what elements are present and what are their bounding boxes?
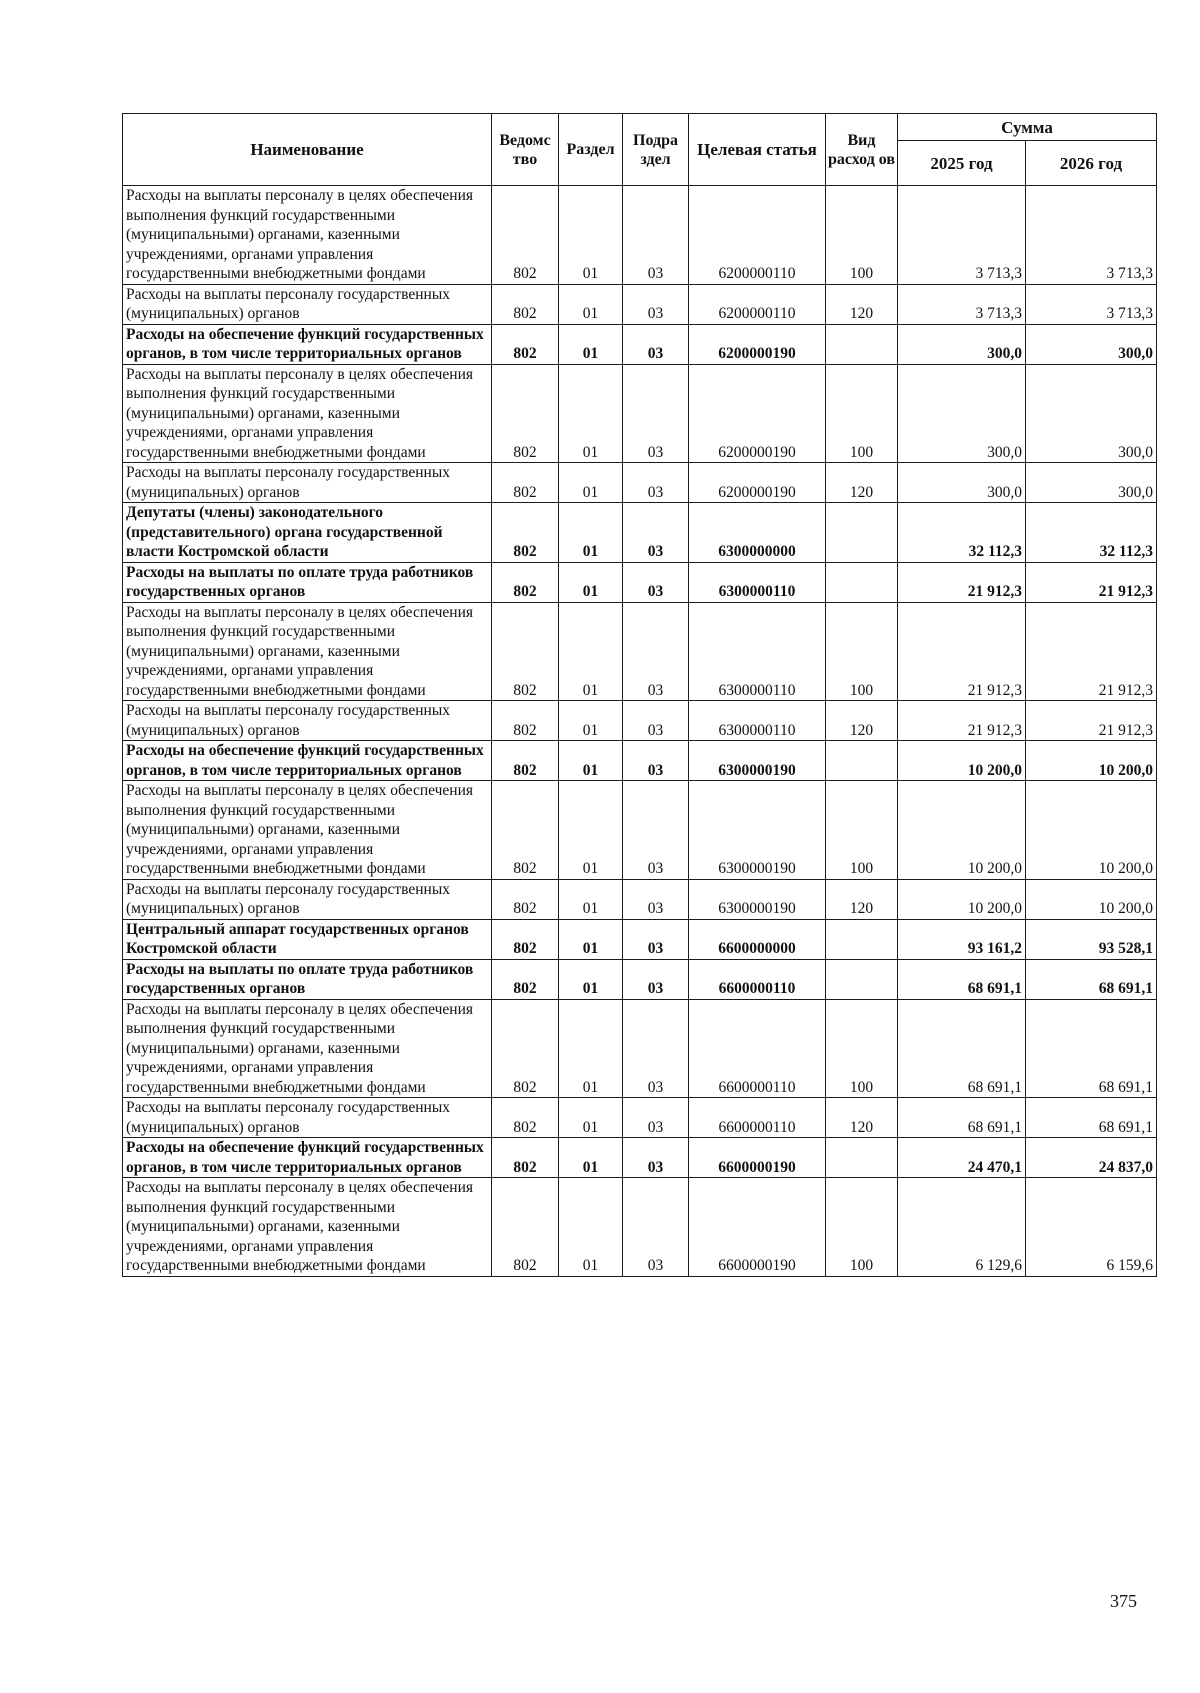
- row-2026-cell: 68 691,1: [1026, 1098, 1157, 1138]
- row-subsection-cell: 03: [623, 503, 689, 563]
- table-header: [123, 114, 1157, 186]
- row-dept-cell: 802: [492, 186, 559, 285]
- row-name-cell: Расходы на выплаты персоналу в целях обеспечения выполнения функций государственными (муниципальными) органами, казенными учреждениями, органами управления государственными внебюджетными фондами: [123, 364, 492, 463]
- row-kind-cell: 120: [826, 879, 898, 919]
- header-sum: Сумма: [898, 114, 1157, 141]
- table-row: [123, 364, 1157, 463]
- row-2025-cell: 300,0: [898, 364, 1026, 463]
- row-section-cell: 01: [559, 919, 623, 959]
- header-year-2026: 2026 год: [1026, 141, 1157, 186]
- row-subsection-cell: 03: [623, 781, 689, 880]
- row-2026-cell: 300,0: [1026, 324, 1157, 364]
- row-kind-cell: [826, 562, 898, 602]
- row-target-cell: 6200000110: [689, 284, 826, 324]
- table-row: [123, 562, 1157, 602]
- row-section-cell: 01: [559, 562, 623, 602]
- row-kind-cell: 100: [826, 1178, 898, 1277]
- row-2025-cell: 3 713,3: [898, 284, 1026, 324]
- row-subsection-cell: 03: [623, 1178, 689, 1277]
- row-2026-cell: 32 112,3: [1026, 503, 1157, 563]
- row-kind-cell: 100: [826, 364, 898, 463]
- row-target-cell: 6200000190: [689, 364, 826, 463]
- row-2026-cell: 10 200,0: [1026, 879, 1157, 919]
- header-kind: Вид расход ов: [826, 114, 898, 186]
- row-kind-cell: 100: [826, 602, 898, 701]
- row-target-cell: 6600000110: [689, 959, 826, 999]
- row-section-cell: 01: [559, 879, 623, 919]
- row-2025-cell: 10 200,0: [898, 741, 1026, 781]
- header-section: Раздел: [559, 114, 623, 186]
- row-section-cell: 01: [559, 324, 623, 364]
- row-2025-cell: 3 713,3: [898, 186, 1026, 285]
- row-name-cell: Расходы на обеспечение функций государственных органов, в том числе территориальных органов: [123, 324, 492, 364]
- row-subsection-cell: 03: [623, 879, 689, 919]
- table-row: [123, 879, 1157, 919]
- row-subsection-cell: 03: [623, 284, 689, 324]
- row-section-cell: 01: [559, 186, 623, 285]
- row-2025-cell: 32 112,3: [898, 503, 1026, 563]
- row-name-cell: Расходы на выплаты персоналу государственных (муниципальных) органов: [123, 463, 492, 503]
- row-subsection-cell: 03: [623, 701, 689, 741]
- row-dept-cell: 802: [492, 919, 559, 959]
- row-name-cell: Расходы на выплаты персоналу государственных (муниципальных) органов: [123, 879, 492, 919]
- row-2025-cell: 21 912,3: [898, 602, 1026, 701]
- row-2026-cell: 21 912,3: [1026, 562, 1157, 602]
- row-dept-cell: 802: [492, 959, 559, 999]
- table-row: [123, 602, 1157, 701]
- row-name-cell: Расходы на выплаты персоналу государственных (муниципальных) органов: [123, 701, 492, 741]
- row-dept-cell: 802: [492, 562, 559, 602]
- row-dept-cell: 802: [492, 1098, 559, 1138]
- table-body: [123, 186, 1157, 1277]
- row-2025-cell: 93 161,2: [898, 919, 1026, 959]
- row-name-cell: Расходы на выплаты персоналу государственных (муниципальных) органов: [123, 284, 492, 324]
- row-dept-cell: 802: [492, 364, 559, 463]
- row-dept-cell: 802: [492, 503, 559, 563]
- row-target-cell: 6300000190: [689, 781, 826, 880]
- table-row: [123, 1098, 1157, 1138]
- row-target-cell: 6300000190: [689, 879, 826, 919]
- row-2026-cell: 3 713,3: [1026, 284, 1157, 324]
- row-name-cell: Центральный аппарат государственных органов Костромской области: [123, 919, 492, 959]
- row-2026-cell: 21 912,3: [1026, 701, 1157, 741]
- row-target-cell: 6600000190: [689, 1178, 826, 1277]
- row-dept-cell: 802: [492, 879, 559, 919]
- row-dept-cell: 802: [492, 781, 559, 880]
- row-subsection-cell: 03: [623, 364, 689, 463]
- row-target-cell: 6300000110: [689, 602, 826, 701]
- row-section-cell: 01: [559, 741, 623, 781]
- row-section-cell: 01: [559, 999, 623, 1098]
- table-row: [123, 1138, 1157, 1178]
- row-section-cell: 01: [559, 503, 623, 563]
- row-section-cell: 01: [559, 1178, 623, 1277]
- header-name: Наименование: [123, 114, 492, 186]
- row-target-cell: 6600000110: [689, 1098, 826, 1138]
- table-row: [123, 284, 1157, 324]
- row-2026-cell: 300,0: [1026, 463, 1157, 503]
- table-row: [123, 741, 1157, 781]
- row-target-cell: 6200000110: [689, 186, 826, 285]
- row-target-cell: 6600000110: [689, 999, 826, 1098]
- row-2025-cell: 68 691,1: [898, 959, 1026, 999]
- row-name-cell: Расходы на выплаты по оплате труда работников государственных органов: [123, 959, 492, 999]
- row-target-cell: 6600000190: [689, 1138, 826, 1178]
- row-2026-cell: 10 200,0: [1026, 781, 1157, 880]
- row-kind-cell: [826, 919, 898, 959]
- row-section-cell: 01: [559, 364, 623, 463]
- table-row: [123, 186, 1157, 285]
- row-dept-cell: 802: [492, 324, 559, 364]
- row-2025-cell: 10 200,0: [898, 879, 1026, 919]
- row-subsection-cell: 03: [623, 1098, 689, 1138]
- row-section-cell: 01: [559, 602, 623, 701]
- row-kind-cell: [826, 959, 898, 999]
- table-row: [123, 959, 1157, 999]
- row-2025-cell: 6 129,6: [898, 1178, 1026, 1277]
- row-section-cell: 01: [559, 1098, 623, 1138]
- row-2025-cell: 300,0: [898, 463, 1026, 503]
- row-section-cell: 01: [559, 959, 623, 999]
- row-kind-cell: [826, 324, 898, 364]
- row-name-cell: Расходы на выплаты персоналу в целях обеспечения выполнения функций государственными (муниципальными) органами, казенными учреждениями, органами управления государственными внебюджетными фондами: [123, 999, 492, 1098]
- row-subsection-cell: 03: [623, 602, 689, 701]
- table-row: [123, 503, 1157, 563]
- row-target-cell: 6300000110: [689, 701, 826, 741]
- table-row: [123, 701, 1157, 741]
- row-name-cell: Расходы на выплаты персоналу в целях обеспечения выполнения функций государственными (муниципальными) органами, казенными учреждениями, органами управления государственными внебюджетными фондами: [123, 602, 492, 701]
- row-2025-cell: 10 200,0: [898, 781, 1026, 880]
- row-2026-cell: 21 912,3: [1026, 602, 1157, 701]
- row-section-cell: 01: [559, 463, 623, 503]
- row-kind-cell: 100: [826, 781, 898, 880]
- row-target-cell: 6200000190: [689, 324, 826, 364]
- row-kind-cell: [826, 1138, 898, 1178]
- row-section-cell: 01: [559, 781, 623, 880]
- row-target-cell: 6300000000: [689, 503, 826, 563]
- row-2025-cell: 68 691,1: [898, 999, 1026, 1098]
- row-kind-cell: 120: [826, 701, 898, 741]
- row-subsection-cell: 03: [623, 186, 689, 285]
- row-2025-cell: 21 912,3: [898, 701, 1026, 741]
- row-dept-cell: 802: [492, 741, 559, 781]
- row-kind-cell: [826, 503, 898, 563]
- row-name-cell: Расходы на выплаты по оплате труда работников государственных органов: [123, 562, 492, 602]
- row-2025-cell: 68 691,1: [898, 1098, 1026, 1138]
- row-section-cell: 01: [559, 1138, 623, 1178]
- table-row: [123, 463, 1157, 503]
- row-2026-cell: 3 713,3: [1026, 186, 1157, 285]
- row-dept-cell: 802: [492, 602, 559, 701]
- row-name-cell: Расходы на выплаты персоналу в целях обеспечения выполнения функций государственными (муниципальными) органами, казенными учреждениями, органами управления государственными внебюджетными фондами: [123, 186, 492, 285]
- row-2026-cell: 68 691,1: [1026, 959, 1157, 999]
- row-kind-cell: 120: [826, 1098, 898, 1138]
- row-dept-cell: 802: [492, 1138, 559, 1178]
- row-subsection-cell: 03: [623, 463, 689, 503]
- row-target-cell: 6300000190: [689, 741, 826, 781]
- row-name-cell: Расходы на выплаты персоналу в целях обеспечения выполнения функций государственными (муниципальными) органами, казенными учреждениями, органами управления государственными внебюджетными фондами: [123, 781, 492, 880]
- row-subsection-cell: 03: [623, 919, 689, 959]
- row-section-cell: 01: [559, 284, 623, 324]
- row-kind-cell: [826, 741, 898, 781]
- header-year-2025: 2025 год: [898, 141, 1026, 186]
- row-name-cell: Расходы на обеспечение функций государственных органов, в том числе территориальных органов: [123, 1138, 492, 1178]
- row-section-cell: 01: [559, 701, 623, 741]
- row-subsection-cell: 03: [623, 959, 689, 999]
- row-2026-cell: 93 528,1: [1026, 919, 1157, 959]
- row-dept-cell: 802: [492, 701, 559, 741]
- table-row: [123, 999, 1157, 1098]
- row-kind-cell: 120: [826, 284, 898, 324]
- row-2026-cell: 10 200,0: [1026, 741, 1157, 781]
- row-subsection-cell: 03: [623, 1138, 689, 1178]
- row-kind-cell: 100: [826, 186, 898, 285]
- row-dept-cell: 802: [492, 1178, 559, 1277]
- page-number: 375: [1110, 1591, 1137, 1611]
- row-target-cell: 6600000000: [689, 919, 826, 959]
- table-row: [123, 919, 1157, 959]
- row-subsection-cell: 03: [623, 562, 689, 602]
- header-subsection: Подра здел: [623, 114, 689, 186]
- budget-table: [122, 113, 1157, 1277]
- table-row: [123, 324, 1157, 364]
- row-subsection-cell: 03: [623, 999, 689, 1098]
- row-name-cell: Расходы на выплаты персоналу государственных (муниципальных) органов: [123, 1098, 492, 1138]
- row-dept-cell: 802: [492, 284, 559, 324]
- row-target-cell: 6200000190: [689, 463, 826, 503]
- row-target-cell: 6300000110: [689, 562, 826, 602]
- row-2026-cell: 300,0: [1026, 364, 1157, 463]
- row-2025-cell: 21 912,3: [898, 562, 1026, 602]
- table-row: [123, 781, 1157, 880]
- row-subsection-cell: 03: [623, 324, 689, 364]
- row-2025-cell: 300,0: [898, 324, 1026, 364]
- row-kind-cell: 100: [826, 999, 898, 1098]
- table-row: [123, 1178, 1157, 1277]
- row-name-cell: Депутаты (члены) законодательного (представительного) органа государственной власти Костромской области: [123, 503, 492, 563]
- row-2026-cell: 6 159,6: [1026, 1178, 1157, 1277]
- row-subsection-cell: 03: [623, 741, 689, 781]
- row-kind-cell: 120: [826, 463, 898, 503]
- row-dept-cell: 802: [492, 463, 559, 503]
- row-2026-cell: 68 691,1: [1026, 999, 1157, 1098]
- row-2026-cell: 24 837,0: [1026, 1138, 1157, 1178]
- header-target: Целевая статья: [689, 114, 826, 186]
- header-dept: Ведомс тво: [492, 114, 559, 186]
- row-name-cell: Расходы на выплаты персоналу в целях обеспечения выполнения функций государственными (муниципальными) органами, казенными учреждениями, органами управления государственными внебюджетными фондами: [123, 1178, 492, 1277]
- row-dept-cell: 802: [492, 999, 559, 1098]
- row-name-cell: Расходы на обеспечение функций государственных органов, в том числе территориальных органов: [123, 741, 492, 781]
- row-2025-cell: 24 470,1: [898, 1138, 1026, 1178]
